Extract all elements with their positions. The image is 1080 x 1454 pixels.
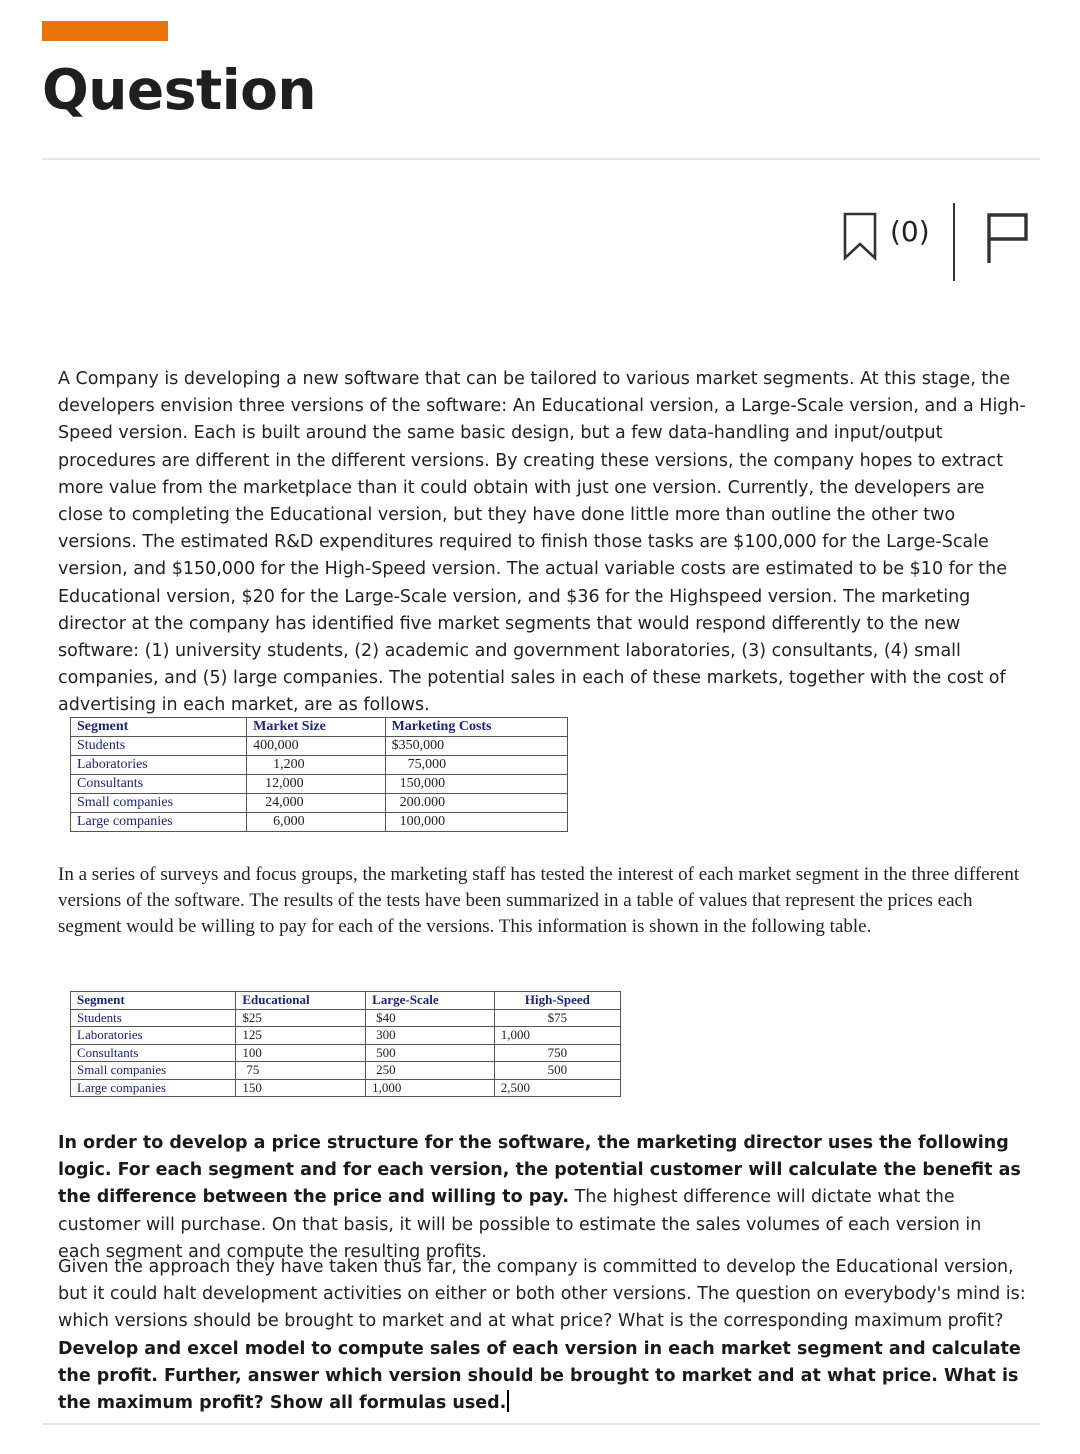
educational-price-cell: 100 [236, 1044, 366, 1062]
segment-cell: Students [71, 1009, 236, 1027]
segment-cell: Students [71, 737, 247, 756]
table-header-cell: Large-Scale [366, 992, 495, 1010]
table-header-cell: Segment [71, 718, 247, 737]
table-header-cell: Marketing Costs [385, 718, 567, 737]
marketing-cost-cell: 200.000 [385, 794, 567, 813]
flag-icon[interactable] [984, 209, 1030, 265]
market-size-cell: 400,000 [247, 737, 385, 756]
table-row [71, 737, 568, 756]
marketing-cost-cell: $350,000 [385, 737, 567, 756]
market-size-cell: 6,000 [247, 813, 385, 832]
market-size-table [70, 717, 568, 832]
segment-cell: Small companies [71, 794, 247, 813]
table-row [71, 813, 568, 832]
question-actions [838, 203, 1038, 283]
table-row [71, 794, 568, 813]
text-cursor [507, 1390, 509, 1412]
task-paragraph [58, 1254, 1028, 1417]
header-divider [42, 158, 1040, 160]
marketing-cost-cell: 150,000 [385, 775, 567, 794]
large-scale-price-cell: 250 [366, 1062, 495, 1080]
high-speed-price-cell: $75 [494, 1009, 620, 1027]
table-row [71, 1009, 621, 1027]
table-row [71, 1027, 621, 1045]
educational-price-cell: $25 [236, 1009, 366, 1027]
willingness-to-pay-table [70, 991, 621, 1097]
bookmark-count: (0) [890, 215, 930, 248]
table-row [71, 756, 568, 775]
table-header-cell: Segment [71, 992, 236, 1010]
pricing-logic-text: The highest difference will dictate what the customer will purchase. On that basis, it will be possible to estimate the sales volumes of each version in each segment and compute the resulting profits. [58, 1187, 982, 1262]
large-scale-price-cell: 300 [366, 1027, 495, 1045]
pricing-logic-bold-text: In order to develop a price structure for the software, the marketing director uses the following logic. For each segment and for each version, the potential customer will calculate the benefit as the difference between the price and willing to pay. [58, 1133, 1021, 1208]
market-size-cell: 1,200 [247, 756, 385, 775]
large-scale-price-cell: 500 [366, 1044, 495, 1062]
segment-cell: Consultants [71, 1044, 236, 1062]
marketing-cost-cell: 75,000 [385, 756, 567, 775]
segment-cell: Laboratories [71, 1027, 236, 1045]
segment-cell: Small companies [71, 1062, 236, 1080]
page-title: Question [42, 58, 317, 122]
pricing-logic-paragraph [58, 1130, 1028, 1266]
table-header-cell: Educational [236, 992, 366, 1010]
table-header-row [71, 718, 568, 737]
market-size-cell: 24,000 [247, 794, 385, 813]
high-speed-price-cell: 500 [494, 1062, 620, 1080]
task-text: Given the approach they have taken thus far, the company is committed to develop the Educational version, but it could halt development activities on either or both other versions. The question on everybody's mind is: which versions should be brought to market and at what price? What is the corresponding maximum profit? [58, 1257, 1026, 1332]
task-bold-text: Develop and excel model to compute sales of each version in each market segment and calculate the profit. Further, answer which version should be brought to market and at what price. What is the maximum profit? Show all formulas used. [58, 1338, 1021, 1414]
high-speed-price-cell: 1,000 [494, 1027, 620, 1045]
large-scale-price-cell: 1,000 [366, 1079, 495, 1097]
header-accent-bar [42, 21, 168, 41]
segment-cell: Large companies [71, 813, 247, 832]
educational-price-cell: 75 [236, 1062, 366, 1080]
bookmark-icon[interactable] [842, 211, 878, 261]
segment-cell: Consultants [71, 775, 247, 794]
segment-cell: Laboratories [71, 756, 247, 775]
table-header-cell: High-Speed [494, 992, 620, 1010]
problem-intro-paragraph: A Company is developing a new software that can be tailored to various market segments. At this stage, the developers envision three versions of the software: An Educational version, a Large-Scale version, and a High-Speed version. Each is built around the same basic design, but a few data-handling and input/output procedures are different in the different versions. By creating these versions, the company hopes to extract more value from the marketplace than it could obtain with just one version. Currently, the developers are close to completing the Educational version, but they have done little more than outline the other two versions. The estimated R&D expenditures required to finish those tasks are $100,000 for the Large-Scale version, and $150,000 for the High-Speed version. The actual variable costs are estimated to be $10 for the Educational version, $20 for the Large-Scale version, and $36 for the Highspeed version. The marketing director at the company has identified five market segments that would respond differently to the new software: (1) university students, (2) academic and government laboratories, (3) consultants, (4) small companies, and (5) large companies. The potential sales in each of these markets, together with the cost of advertising in each market, are as follows. [58, 369, 1026, 716]
educational-price-cell: 125 [236, 1027, 366, 1045]
table-row [71, 775, 568, 794]
market-size-cell: 12,000 [247, 775, 385, 794]
table-header-row [71, 992, 621, 1010]
high-speed-price-cell: 2,500 [494, 1079, 620, 1097]
segment-cell: Large companies [71, 1079, 236, 1097]
large-scale-price-cell: $40 [366, 1009, 495, 1027]
marketing-cost-cell: 100,000 [385, 813, 567, 832]
actions-divider [953, 203, 955, 281]
table-row [71, 1062, 621, 1080]
survey-paragraph: In a series of surveys and focus groups, the marketing staff has tested the interest of each market segment in the three different versions of the software. The results of the tests have been summarized in a table of values that represent the prices each segment would be willing to pay for each of the versions. This information is shown in the following table. [58, 864, 1020, 937]
footer-divider [42, 1423, 1040, 1425]
educational-price-cell: 150 [236, 1079, 366, 1097]
table-row [71, 1079, 621, 1097]
table-row [71, 1044, 621, 1062]
table-header-cell: Market Size [247, 718, 385, 737]
high-speed-price-cell: 750 [494, 1044, 620, 1062]
